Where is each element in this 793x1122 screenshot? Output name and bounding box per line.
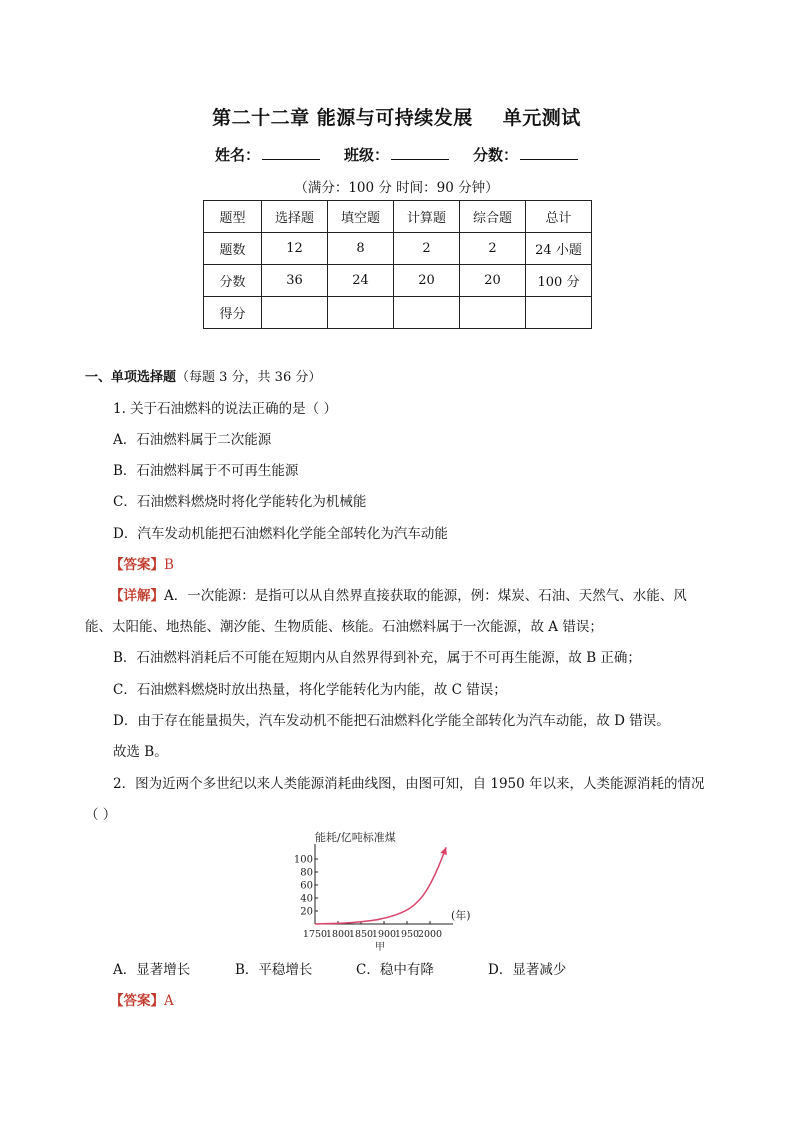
question-1-option-c[interactable]: C．石油燃料燃烧时将化学能转化为机械能 xyxy=(113,494,367,510)
table-cell: 综合题 xyxy=(460,201,526,233)
table-cell: 100 分 xyxy=(526,265,592,297)
table-row xyxy=(204,265,592,297)
detail-conclusion: 故选 B。 xyxy=(113,744,168,760)
section-note: （每题 3 分，共 36 分） xyxy=(176,370,322,385)
detail-label: 【详解】 xyxy=(110,588,164,604)
question-1-option-a[interactable]: A．石油燃料属于二次能源 xyxy=(113,432,272,448)
chart-caption: 甲 xyxy=(375,942,385,953)
table-cell: 24 小题 xyxy=(526,233,592,265)
question-2-option-b[interactable]: B．平稳增长 xyxy=(235,962,313,978)
question-2-stem: 2．图为近两个多世纪以来人类能源消耗曲线图，由图可知，自 1950 年以来，人类能源消耗的情况 xyxy=(113,776,705,792)
chart-y-tick-label: 40 xyxy=(300,893,313,905)
table-cell: 12 xyxy=(262,233,328,265)
detail-d: D．由于存在能量损失，汽车发动机不能把石油燃料化学能全部转化为汽车动能，故 D 错误。 xyxy=(113,713,670,729)
table-row xyxy=(204,233,592,265)
table-cell: 24 xyxy=(328,265,394,297)
page-title xyxy=(0,103,793,130)
class-blank[interactable] xyxy=(391,145,449,160)
score-table xyxy=(203,200,592,329)
table-cell: 题数 xyxy=(204,233,262,265)
chart-y-tick-label: 100 xyxy=(293,854,313,866)
chart-x-tick-label: 1950 xyxy=(394,929,420,940)
section-title: 一、单项选择题 xyxy=(85,370,177,385)
class-label: 班级： xyxy=(343,146,389,164)
section-heading xyxy=(85,366,321,385)
score-label: 分数： xyxy=(473,146,519,164)
chart-y-tick-label: 80 xyxy=(300,867,313,879)
detail-b: B．石油燃料消耗后不可能在短期内从自然界得到补充，属于不可再生能源，故 B 正确； xyxy=(113,650,641,666)
question-1-option-b[interactable]: B．石油燃料属于不可再生能源 xyxy=(113,463,299,479)
table-cell: 36 xyxy=(262,265,328,297)
chart-x-tick-label: 1800 xyxy=(325,929,351,940)
answer-label: 【答案】 xyxy=(110,557,164,573)
table-cell: 总计 xyxy=(526,201,592,233)
chart-y-tick-label: 20 xyxy=(300,906,313,918)
question-2-option-a[interactable]: A．显著增长 xyxy=(113,962,191,978)
chart-x-tick-label: 1750 xyxy=(302,929,328,940)
name-label: 姓名： xyxy=(214,146,260,164)
score-input-cell[interactable] xyxy=(460,297,526,329)
chart-x-tick-label: 1850 xyxy=(348,929,374,940)
question-2-option-d[interactable]: D．显著减少 xyxy=(488,962,567,978)
chart-axes xyxy=(315,844,453,924)
answer-label: 【答案】 xyxy=(110,993,164,1009)
detail-a1: A．一次能源：是指可以从自然界直接获取的能源，例：煤炭、石油、天然气、水能、风 xyxy=(164,588,687,604)
table-cell: 计算题 xyxy=(394,201,460,233)
table-cell: 2 xyxy=(460,233,526,265)
chart-y-label: 能耗/亿吨标准煤 xyxy=(315,831,396,844)
answer-value: A xyxy=(164,993,174,1009)
chart-x-tick-label: 2000 xyxy=(417,929,443,940)
question-2-option-c[interactable]: C．稳中有降 xyxy=(356,962,434,978)
score-input-cell[interactable] xyxy=(394,297,460,329)
detail-line-a1 xyxy=(110,584,687,604)
chart-x-label: (年) xyxy=(451,909,471,922)
score-blank[interactable] xyxy=(520,145,578,160)
detail-c: C．石油燃料燃烧时放出热量，将化学能转化为内能，故 C 错误； xyxy=(113,682,507,698)
question-1-stem: 1. 关于石油燃料的说法正确的是（ ） xyxy=(113,401,337,417)
table-cell: 8 xyxy=(328,233,394,265)
exam-meta: （满分：100 分 时间：90 分钟） xyxy=(294,180,499,196)
table-cell: 20 xyxy=(394,265,460,297)
table-cell: 题型 xyxy=(204,201,262,233)
title-sub: 单元测试 xyxy=(502,107,581,129)
name-blank[interactable] xyxy=(262,145,320,160)
table-cell: 得分 xyxy=(204,297,262,329)
table-cell: 分数 xyxy=(204,265,262,297)
chart-x-tick-label: 1900 xyxy=(371,929,397,940)
detail-a2: 能、太阳能、地热能、潮汐能、生物质能、核能。石油燃料属于一次能源，故 A 错误； xyxy=(85,619,603,635)
energy-consumption-chart xyxy=(293,826,483,956)
student-info-line xyxy=(0,144,793,165)
title-main: 第二十二章 能源与可持续发展 xyxy=(212,107,473,129)
question-2-stem-bracket: （ ） xyxy=(85,807,117,823)
table-row xyxy=(204,297,592,329)
question-1-answer xyxy=(110,553,174,573)
score-input-cell[interactable] xyxy=(328,297,394,329)
table-row xyxy=(204,201,592,233)
table-cell: 2 xyxy=(394,233,460,265)
answer-value: B xyxy=(164,557,174,573)
table-cell: 选择题 xyxy=(262,201,328,233)
score-input-cell[interactable] xyxy=(526,297,592,329)
chart-ticks xyxy=(294,855,442,941)
table-cell: 20 xyxy=(460,265,526,297)
table-cell: 填空题 xyxy=(328,201,394,233)
question-1-option-d[interactable]: D．汽车发动机能把石油燃料化学能全部转化为汽车动能 xyxy=(113,526,448,542)
question-2-answer xyxy=(110,989,174,1009)
chart-series-line xyxy=(315,847,446,924)
chart-y-tick-label: 60 xyxy=(300,880,313,892)
score-input-cell[interactable] xyxy=(262,297,328,329)
